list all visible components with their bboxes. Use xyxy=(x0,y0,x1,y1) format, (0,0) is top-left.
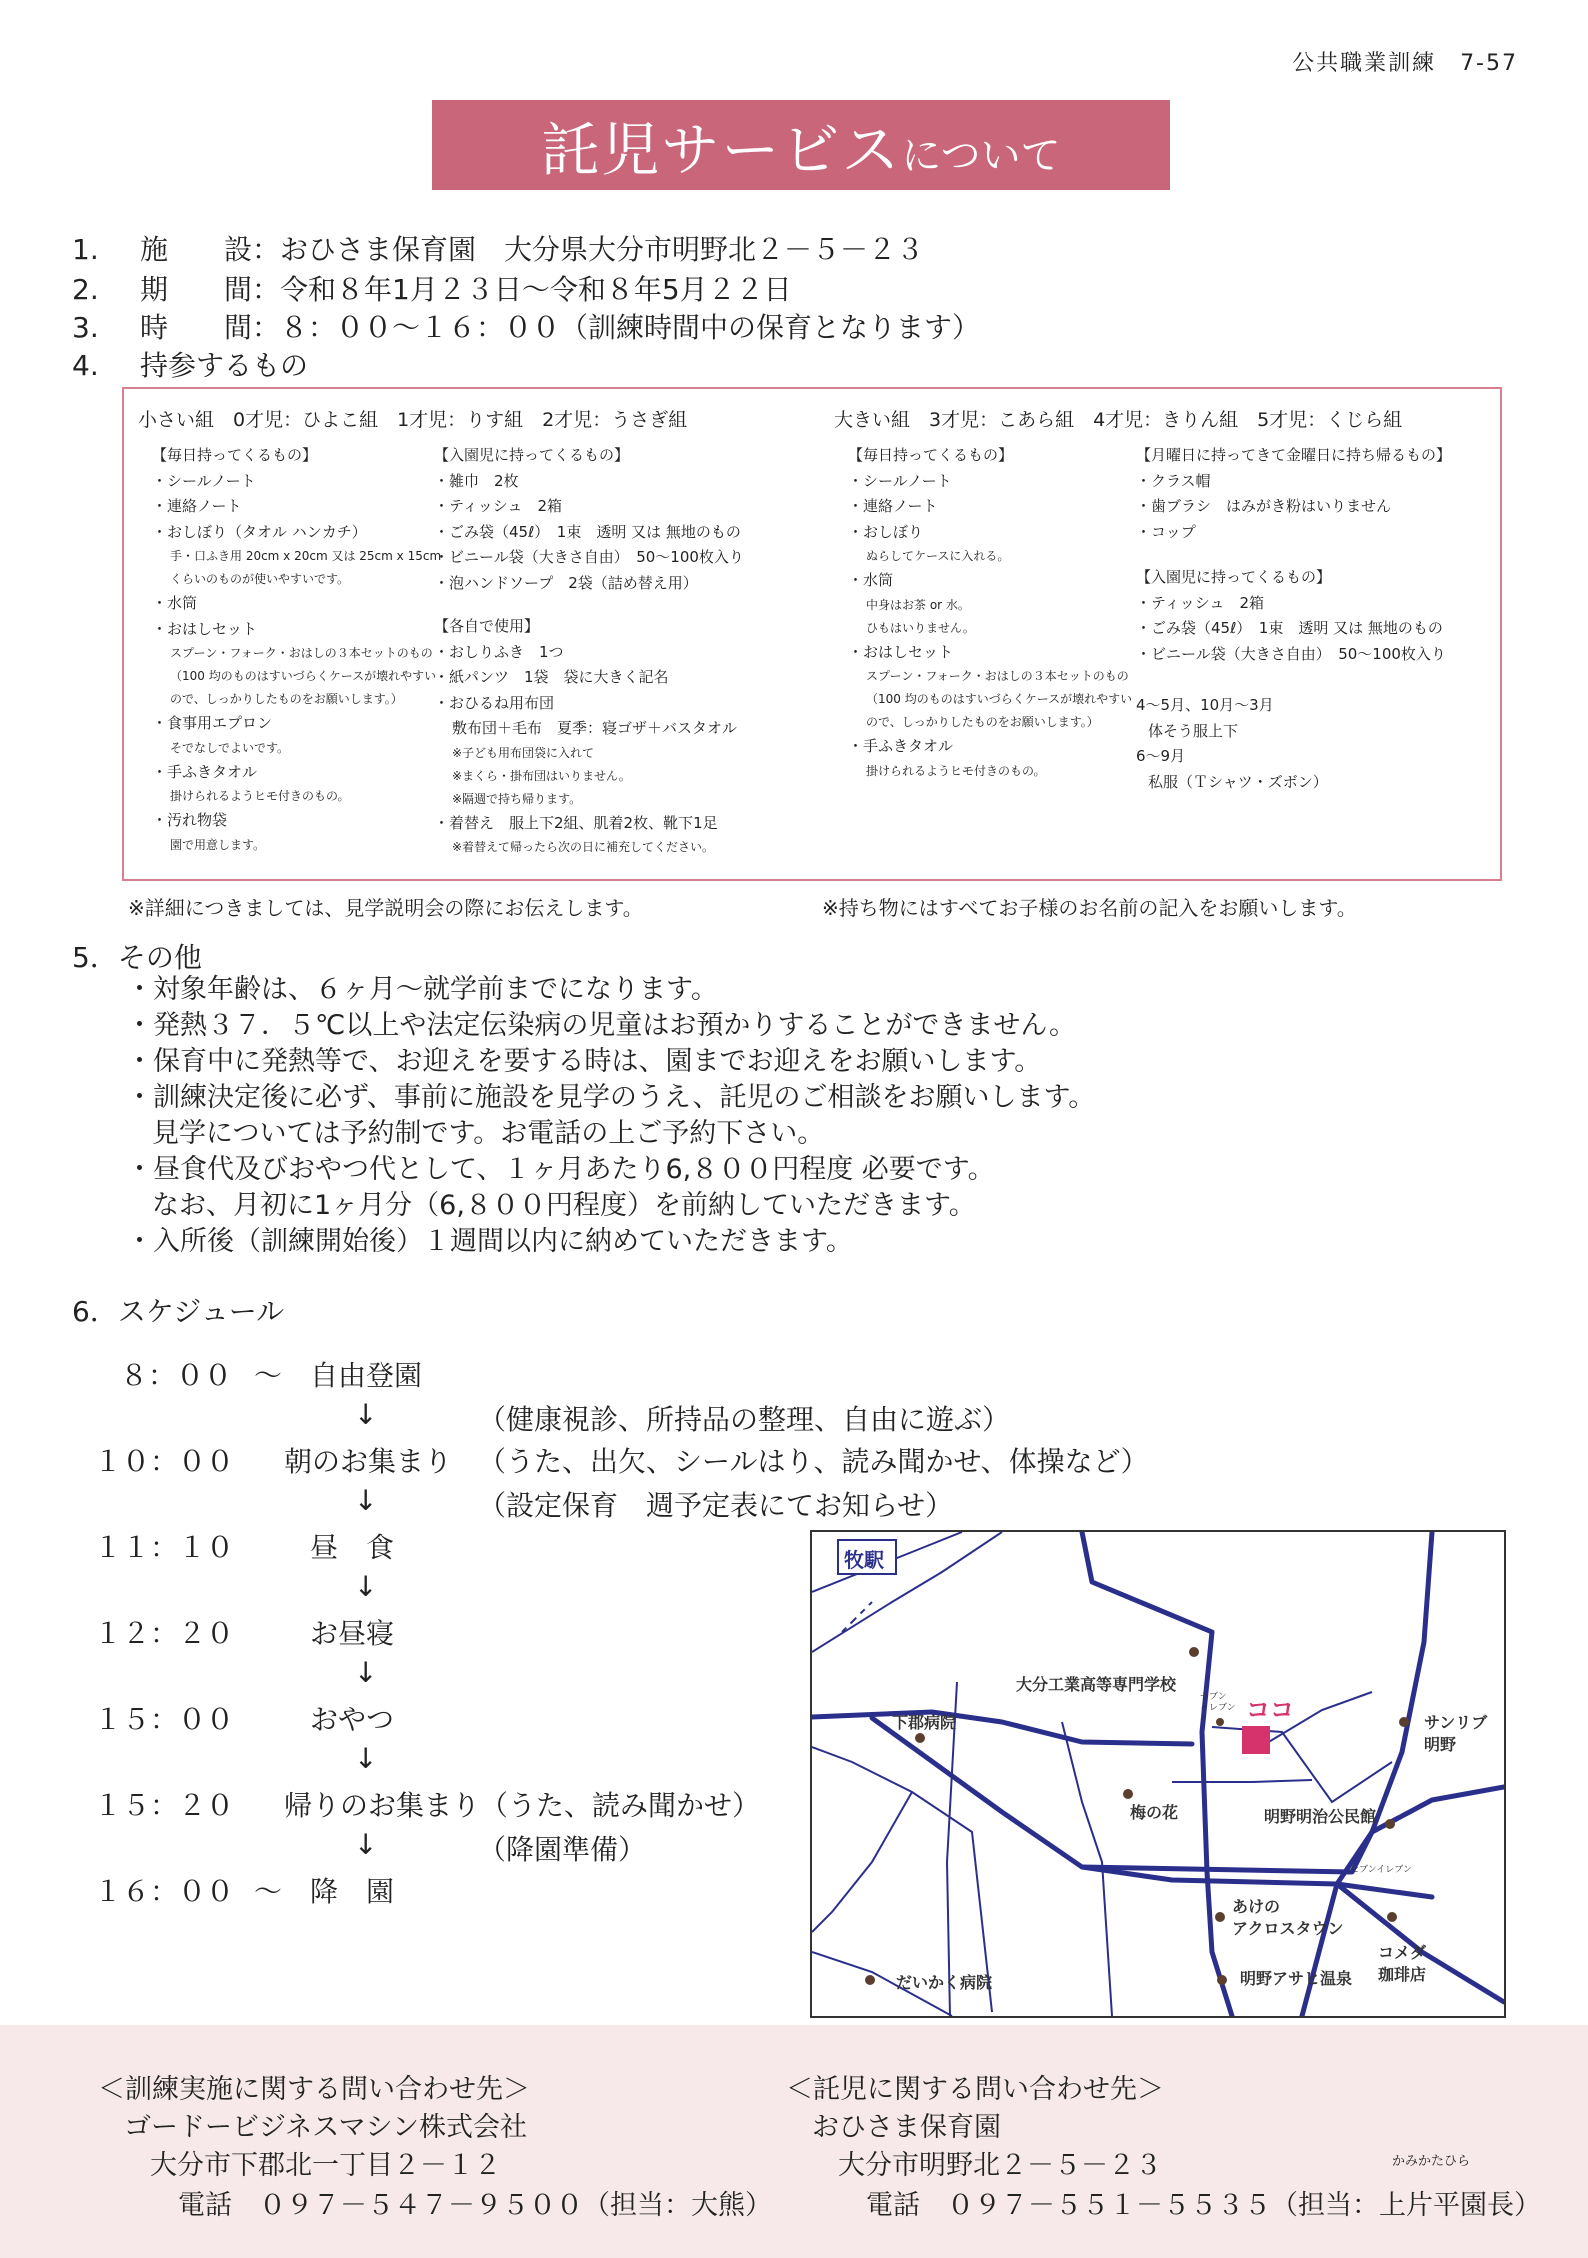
schedule-time: １０：００ xyxy=(94,1445,235,1478)
schedule-time: １５：２０ xyxy=(94,1789,235,1822)
schedule-time: １５：００ xyxy=(94,1703,235,1736)
other-line: ・訓練決定後に必ず、事前に施設を見学のうえ、託児のご相談をお願いします。 xyxy=(126,1082,1096,1113)
belongings-col-4: 【月曜日に持ってきて金曜日に持ち帰るもの】 ・クラス帽 ・歯ブラシ はみがき粉はいりません ・コップ 【入園児に持ってくるもの】 ・ティッシュ 2箱 ・ごみ袋（45ℓ） 1束 透明 又は 無地のもの ・ビニール袋（大きさ自由） 50～100枚入り 4～5月、10月～3月 体そう服上下 6～9月 私服（Ｔシャツ・ズボン） xyxy=(1136,446,1452,791)
other-line: 見学については予約制です。お電話の上ご予約下さい。 xyxy=(152,1118,825,1149)
other-line: なお、月初に1ヶ月分（6,８００円程度）を前納していただきます。 xyxy=(152,1190,976,1221)
info-item-period: 2. 期 間：令和８年1月２３日～令和８年5月２２日 xyxy=(72,273,792,306)
contact-nursery-phone: 電話 ０９７－５５１－５５３５（担当：上片平園長） xyxy=(866,2190,1541,2221)
note-details: ※詳細につきましては、見学説明会の際にお伝えします。 xyxy=(128,896,643,920)
poi-dot xyxy=(1387,1912,1397,1922)
belongings-col-1: 【毎日持ってくるもの】 ・シールノート ・連絡ノート ・おしぼり（タオル ハンカチ） 手・口ふき用 20cm x 20cm 又は 25cm x 15cm くらいのものが使いやすいです。 ・水筒 ・おはしセット スプーン・フォーク・おはしの３本セットのもの （100 均のものはすいづらくケースが壊れやすい ので、しっかりしたものをお願いします。） ・食事用エプロン そでなしでよいです。 ・手ふきタオル 掛けられるようヒモ付きのもの。 ・汚れ物袋 園で用意します。 xyxy=(152,446,442,852)
schedule-note: （うた、出欠、シールはり、読み聞かせ、体操など） xyxy=(478,1445,1149,1478)
large-group-header: 大きい組 3才児：こあら組 4才児：きりん組 5才児：くじら組 xyxy=(834,409,1403,431)
poi-dot xyxy=(1215,1912,1225,1922)
schedule-arrow: ↓ xyxy=(354,1484,378,1517)
contact-nursery-name: おひさま保育園 xyxy=(812,2112,1001,2143)
map-label-umenohana: 梅の花 xyxy=(1130,1803,1179,1822)
poi-dot xyxy=(1399,1717,1409,1727)
map-label-seven2: セブンイレブン xyxy=(1350,1865,1412,1875)
schedule-time: １６：００ xyxy=(94,1875,235,1908)
map-label-akeno: あけの xyxy=(1232,1897,1281,1916)
map-label-sunlib: サンリブ xyxy=(1424,1713,1488,1732)
schedule-time: １１：１０ xyxy=(94,1531,235,1564)
poi-dot xyxy=(865,1975,875,1985)
map-label-onsen: 明野アサヒ温泉 xyxy=(1240,1969,1353,1988)
access-map xyxy=(810,1530,1506,2018)
contact-nursery-heading: ＜託児に関する問い合わせ先＞ xyxy=(786,2074,1164,2105)
map-label-shimogori: 下郡病院 xyxy=(892,1713,957,1732)
other-heading: 5．その他 xyxy=(72,941,202,974)
schedule-event: 帰りのお集まり（うた、読み聞かせ） xyxy=(284,1789,761,1822)
contact-training-address: 大分市下郡北一丁目２－１２ xyxy=(150,2150,501,2181)
schedule-event: おやつ xyxy=(310,1703,395,1736)
road-minor xyxy=(1172,1780,1312,1782)
schedule-time: ８：００ xyxy=(120,1359,233,1392)
schedule-note: （健康視診、所持品の整理、自由に遊ぶ） xyxy=(478,1403,1011,1436)
belongings-col-2: 【入園児に持ってくるもの】 ・雑巾 2枚 ・ティッシュ 2箱 ・ごみ袋（45ℓ） 1束 透明 又は 無地のもの ・ビニール袋（大きさ自由） 50～100枚入り ・泡ハンドソープ 2袋（詰め替え用） 【各自で使用】 ・おしりふき 1つ ・紙パンツ 1袋 袋に大きく記名 ・おひるね用布団 敷布団＋毛布 夏季：寝ゴザ＋バスタオル ※子ども用布団袋に入れて ※まくら・掛布団はいりません。 ※隔週で持ち帰ります。 ・着替え 服上下2組、肌着2枚、靴下1足 ※着替えて帰ったら次の日に補充してください。 xyxy=(434,446,744,854)
schedule-event: 昼 食 xyxy=(310,1531,395,1564)
name-ruby: かみかたひら xyxy=(1392,2154,1471,2169)
other-line: ・昼食代及びおやつ代として、１ヶ月あたり6,８００円程度 必要です。 xyxy=(126,1154,995,1185)
other-line: ・発熱３７．５℃以上や法定伝染病の児童はお預かりすることができません。 xyxy=(126,1010,1076,1041)
schedule-note: （降園準備） xyxy=(478,1833,647,1866)
map-label-sunlib-akeno: 明野 xyxy=(1424,1735,1457,1754)
map-label-coffee: 珈琲店 xyxy=(1378,1965,1427,1984)
map-label-across: アクロスタウン xyxy=(1232,1919,1344,1938)
schedule-event: お昼寝 xyxy=(310,1617,395,1650)
poi-dot xyxy=(1216,1718,1224,1726)
schedule-tilde: ～ xyxy=(254,1359,283,1392)
road xyxy=(1082,1532,1232,2016)
title-banner xyxy=(432,100,1170,190)
road-minor xyxy=(1212,1727,1392,1802)
contact-section xyxy=(0,2025,1588,2258)
page-title: 託児サービス xyxy=(541,116,902,184)
contact-training-company: ゴードービジネスマシン株式会社 xyxy=(124,2112,527,2143)
poi-dot xyxy=(1123,1789,1133,1799)
info-item-belongings: 4. 持参するもの xyxy=(72,349,309,382)
other-line: ・保育中に発熱等で、お迎えを要する時は、園までお迎えをお願いします。 xyxy=(126,1046,1042,1077)
poi-dot xyxy=(1217,1975,1227,1985)
contact-training-phone: 電話 ０９７－５４７－９５００（担当：大熊） xyxy=(178,2190,772,2221)
poi-dot xyxy=(915,1733,925,1743)
poi-dot xyxy=(1189,1647,1199,1657)
map-label-komeda: コメダ xyxy=(1378,1943,1427,1962)
schedule-heading: 6．スケジュール xyxy=(72,1295,285,1328)
map-label-seven: セブン イレブン xyxy=(1200,1692,1236,1713)
belongings-box xyxy=(122,387,1502,881)
schedule-tilde: ～ xyxy=(254,1875,283,1908)
info-item-hours: 3. 時 間：８：００～１６：００（訓練時間中の保育となります） xyxy=(72,311,981,344)
schedule-note: （設定保育 週予定表にてお知らせ） xyxy=(478,1489,954,1522)
schedule-event: 降 園 xyxy=(310,1875,395,1908)
map-label-college: 大分工業高等専門学校 xyxy=(1016,1675,1177,1694)
station-label: 牧駅 xyxy=(844,1548,884,1572)
page-title-suffix: について xyxy=(901,132,1061,179)
contact-nursery-address: 大分市明野北２－５－２３ xyxy=(838,2150,1162,2181)
contact-training-heading: ＜訓練実施に関する問い合わせ先＞ xyxy=(98,2074,530,2105)
small-group-header: 小さい組 0才児：ひよこ組 1才児：りす組 2才児：うさぎ組 xyxy=(138,409,688,431)
map-label-daikaku: だいかく病院 xyxy=(896,1973,993,1992)
schedule-event: 自由登園 xyxy=(310,1359,423,1392)
page-number: 公共職業訓練 7-57 xyxy=(1292,51,1518,76)
schedule-arrow: ↓ xyxy=(354,1656,378,1689)
note-names: ※持ち物にはすべてお子様のお名前の記入をお願いします。 xyxy=(822,896,1357,920)
schedule-arrow: ↓ xyxy=(354,1398,378,1431)
here-label: ココ xyxy=(1246,1696,1294,1724)
other-line: ・対象年齢は、６ヶ月～就学前までになります。 xyxy=(126,974,718,1005)
schedule-arrow: ↓ xyxy=(354,1742,378,1775)
schedule-arrow: ↓ xyxy=(354,1570,378,1603)
schedule-arrow: ↓ xyxy=(354,1828,378,1861)
belongings-col-3: 【毎日持ってくるもの】 ・シールノート ・連絡ノート ・おしぼり ぬらしてケースに入れる。 ・水筒 中身はお茶 or 水。 ひもはいりません。 ・おはしセット スプーン・フォーク・おはしの３本セットのもの （100 均のものはすいづらくケースが壊れやすい ので、しっかりしたものをお願いします。） ・手ふきタオル 掛けられるようヒモ付きのもの。 xyxy=(848,446,1133,778)
other-line: ・入所後（訓練開始後）１週間以内に納めていただきます。 xyxy=(126,1226,853,1257)
map-label-akeno-hall: 明野明治公民館 xyxy=(1264,1807,1377,1826)
other-list xyxy=(126,972,1095,1260)
poi-dot xyxy=(1385,1819,1395,1829)
road xyxy=(812,1712,1192,1744)
schedule-event: 朝のお集まり xyxy=(284,1445,453,1478)
destination-marker xyxy=(1242,1726,1270,1754)
road-minor xyxy=(812,1792,912,1932)
schedule-time: １２：２０ xyxy=(94,1617,235,1650)
info-item-facility: 1. 施 設：おひさま保育園 大分県大分市明野北２－５－２３ xyxy=(72,233,925,266)
